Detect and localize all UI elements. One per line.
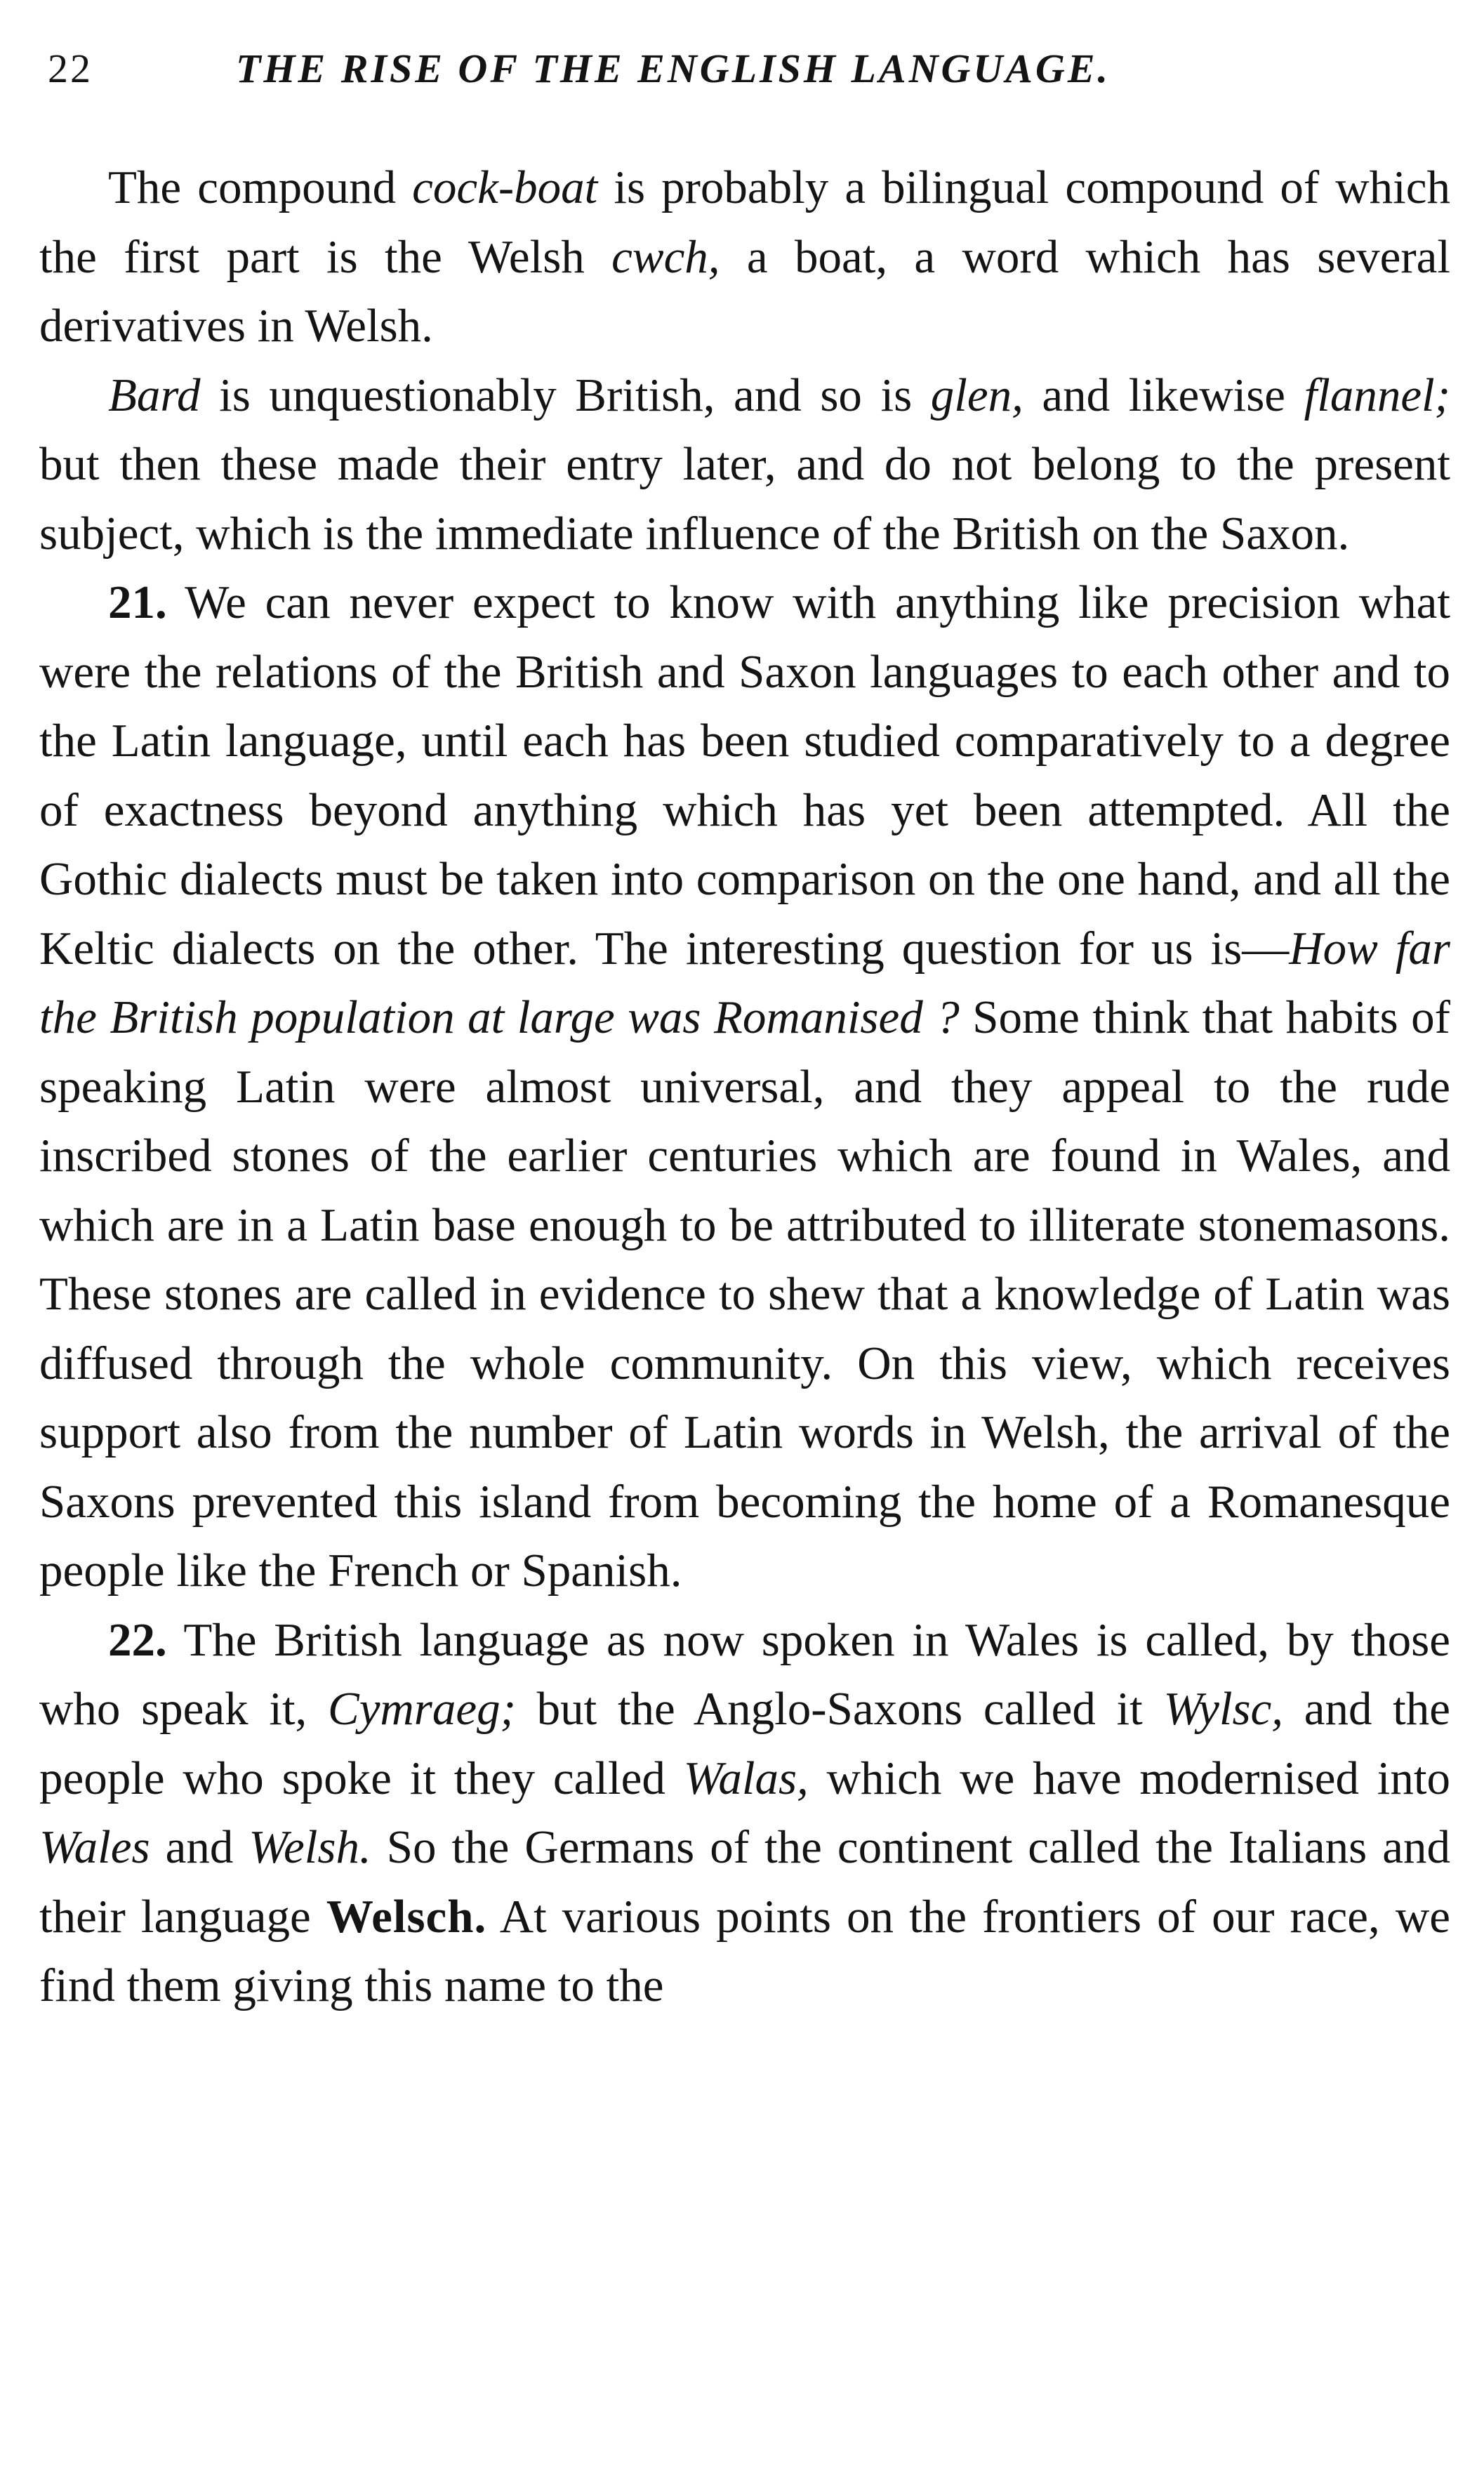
italic-term: Wylsc,	[1163, 1683, 1284, 1735]
body-text	[39, 153, 1450, 2021]
text-run: So the Germans of the continent called the Italians and their language	[39, 1821, 1450, 1943]
blackletter-word: Welsch.	[326, 1890, 487, 1943]
italic-term: Bard	[108, 369, 201, 421]
text-run: At various points on the frontiers of our race, we find them giving this name to the	[39, 1890, 1450, 2011]
italic-term: Cymraeg;	[328, 1683, 516, 1735]
italic-term: cwch,	[611, 230, 720, 283]
italic-term: cock-boat	[412, 161, 598, 213]
text-run: is unquestionably British, and so is	[200, 369, 931, 421]
text-run: is probably a bilingual compound of which the first part is the Welsh	[39, 161, 1450, 283]
section-21-paragraph	[39, 568, 1450, 1606]
page-number: 22	[48, 46, 93, 91]
text-run: a boat, a word which has several derivatives in Welsh.	[39, 230, 1450, 352]
running-header	[48, 41, 1456, 97]
italic-term: Welsh.	[249, 1821, 371, 1873]
text-run: but then these made their entry later, and do not belong to the present subject, which is the immediate influence of the British on the Saxon.	[39, 438, 1450, 560]
text-run: and the people who spoke it they called	[39, 1683, 1450, 1804]
text-run: and likewise	[1023, 369, 1304, 421]
section-number: 22.	[108, 1613, 167, 1666]
italic-term: Walas,	[683, 1752, 809, 1804]
text-run: which we have modernised into	[808, 1752, 1451, 1804]
italic-question: How far the British population at large was Romanised ?	[39, 922, 1451, 1043]
italic-term: glen,	[930, 369, 1023, 421]
section-22-paragraph	[39, 1606, 1450, 2021]
text-run: We can never expect to know with anything like precision what were the relations of the British and Saxon languages to each other and to the Latin language, until each has been studied comparatively to a degree of exactness beyond anything which has yet been attempted. All the Gothic dialects must be taken into comparison on the one hand, and all the Keltic dialects on the other. The interesting question for us is—	[39, 576, 1450, 974]
text-run: and	[150, 1821, 249, 1873]
text-run: but the Anglo-Saxons called it	[515, 1683, 1164, 1735]
text-run: The compound	[108, 161, 413, 213]
text-run: Some think that habits of speaking Latin were almost universal, and they appeal to the rude inscribed stones of the earlier centuries which are found in Wales, and which are in a Latin base enough to be attributed to illiterate stonemasons. These stones are called in evidence to shew that a knowledge of Latin was diffused through the whole community. On this view, which receives support also from the number of Latin words in Welsh, the arrival of the Saxons prevented this island from becoming the home of a Romanesque people like the French or Spanish.	[39, 991, 1450, 1597]
italic-term: Wales	[39, 1821, 150, 1873]
paragraph-cock-boat	[39, 153, 1450, 361]
running-title: THE RISE OF THE ENGLISH LANGUAGE.	[236, 46, 1111, 91]
paragraph-bard	[39, 361, 1450, 569]
italic-term: flannel;	[1304, 369, 1450, 421]
section-number: 21.	[108, 576, 167, 628]
text-run: The British language as now spoken in Wales is called, by those who speak it,	[39, 1613, 1450, 1735]
